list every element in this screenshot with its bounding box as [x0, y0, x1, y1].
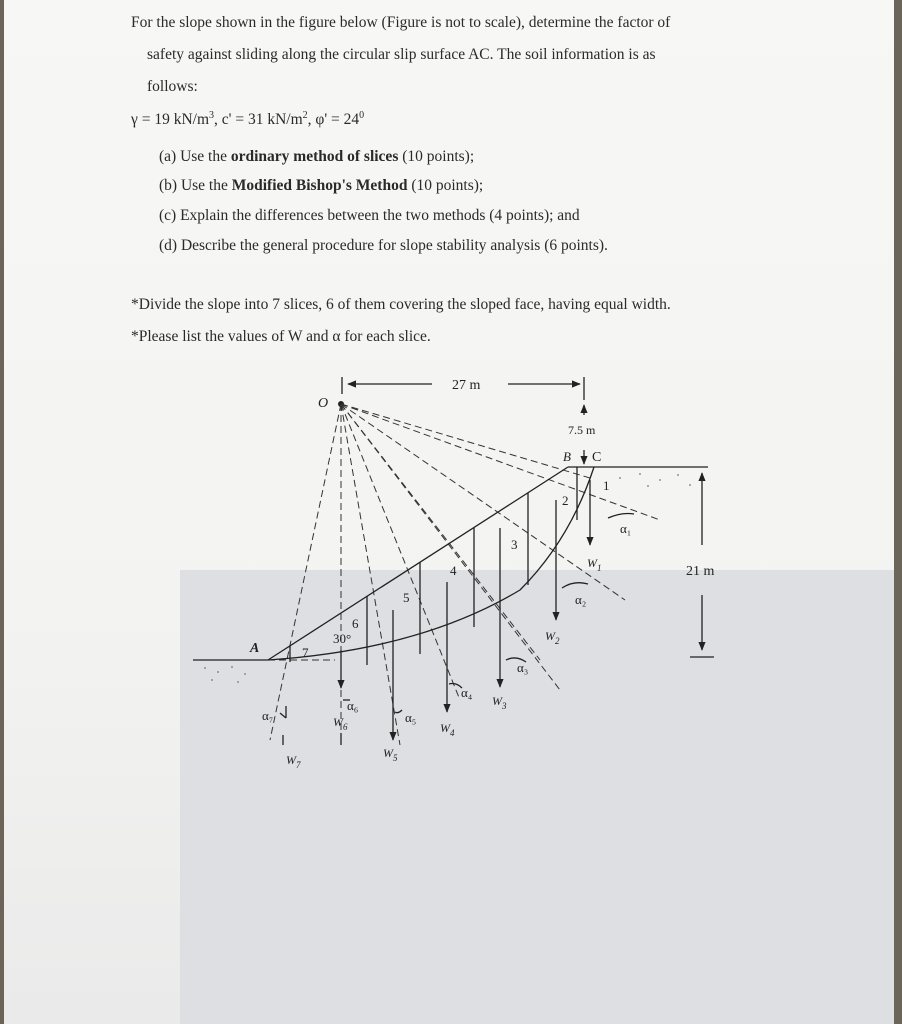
part-b-prefix: (b) Use the	[159, 177, 232, 194]
part-b-method: Modified Bishop's Method	[231, 177, 408, 194]
cohesion-exponent: 2	[302, 109, 308, 121]
dim-27-label: 27 m	[452, 378, 481, 393]
radial-line-5	[341, 404, 400, 745]
weight-label-4: $W_4$	[440, 721, 455, 738]
note-list-values: *Please list the values of W and α for each slice.	[131, 328, 431, 345]
alpha-label-2: α₂	[575, 592, 587, 607]
weight-label-2: $W_2$	[545, 629, 560, 646]
intro-line-2: safety against sliding along the circular slip surface AC. The soil information is as	[147, 46, 656, 63]
weight-label-6: $W_6$	[333, 715, 348, 732]
slice-number-1: 1	[603, 478, 610, 493]
alpha-arc-2	[562, 583, 588, 588]
part-b-points: (10 points);	[407, 177, 484, 194]
alpha-arc-7	[280, 713, 286, 718]
radial-line-3b	[341, 404, 560, 690]
friction-angle-degree: 0	[359, 109, 365, 121]
part-c: (c) Explain the differences between the two methods (4 points); and	[159, 207, 580, 224]
slice-number-6: 6	[352, 616, 359, 631]
part-a-prefix: (a) Use the	[159, 148, 231, 165]
slice-number-5: 5	[403, 590, 410, 605]
dim-21-label: 21 m	[686, 564, 715, 579]
radial-line-1	[341, 404, 660, 520]
friction-angle-value: , φ' = 24	[307, 111, 360, 128]
alpha-label-6: α₆	[347, 698, 359, 713]
note-slices: *Divide the slope into 7 slices, 6 of them covering the sloped face, having equal width.	[131, 296, 671, 313]
alpha-label-3: α₃	[517, 660, 529, 675]
cohesion-value: , c' = 31 kN/m	[214, 111, 303, 128]
alpha-label-5: α₅	[405, 710, 417, 725]
alpha-arc-5	[395, 710, 402, 713]
slice-number-7: 7	[302, 645, 309, 660]
alpha-label-1: α₁	[620, 521, 632, 536]
center-label: O	[318, 396, 329, 411]
weight-label-3: $W_3$	[492, 694, 507, 711]
intro-line-3: follows:	[147, 78, 198, 95]
slice-number-3: 3	[511, 537, 518, 552]
point-a-label: A	[250, 641, 260, 656]
dim-75-label: 7.5 m	[568, 423, 596, 437]
weight-label-5: $W_5$	[383, 746, 398, 763]
alpha-arc-1	[608, 514, 634, 519]
radial-line-4	[341, 404, 460, 700]
gamma-exponent: 3	[209, 109, 215, 121]
weight-label-1: $W_1$	[587, 556, 602, 573]
point-b-label: B	[563, 449, 571, 464]
point-c-label: C	[592, 450, 602, 465]
part-a-points: (10 points);	[398, 148, 475, 165]
slope-face	[268, 467, 568, 660]
weight-label-7: $W_7$	[286, 753, 301, 770]
radial-line-0	[341, 404, 590, 478]
weight-arrows	[283, 480, 590, 745]
radial-line-7	[270, 404, 341, 740]
alpha-label-7: α₇	[262, 708, 274, 723]
part-d: (d) Describe the general procedure for slope stability analysis (6 points).	[159, 237, 608, 254]
gamma-value: γ = 19 kN/m	[131, 111, 210, 128]
slice-number-2: 2	[562, 493, 569, 508]
part-a-method: ordinary method of slices	[230, 148, 399, 165]
intro-line-1: For the slope shown in the figure below (Figure is not to scale), determine the factor of	[131, 14, 671, 31]
slope-angle-label: 30°	[333, 631, 352, 646]
alpha-label-4: α₄	[461, 685, 473, 700]
slice-number-4: 4	[450, 563, 457, 578]
